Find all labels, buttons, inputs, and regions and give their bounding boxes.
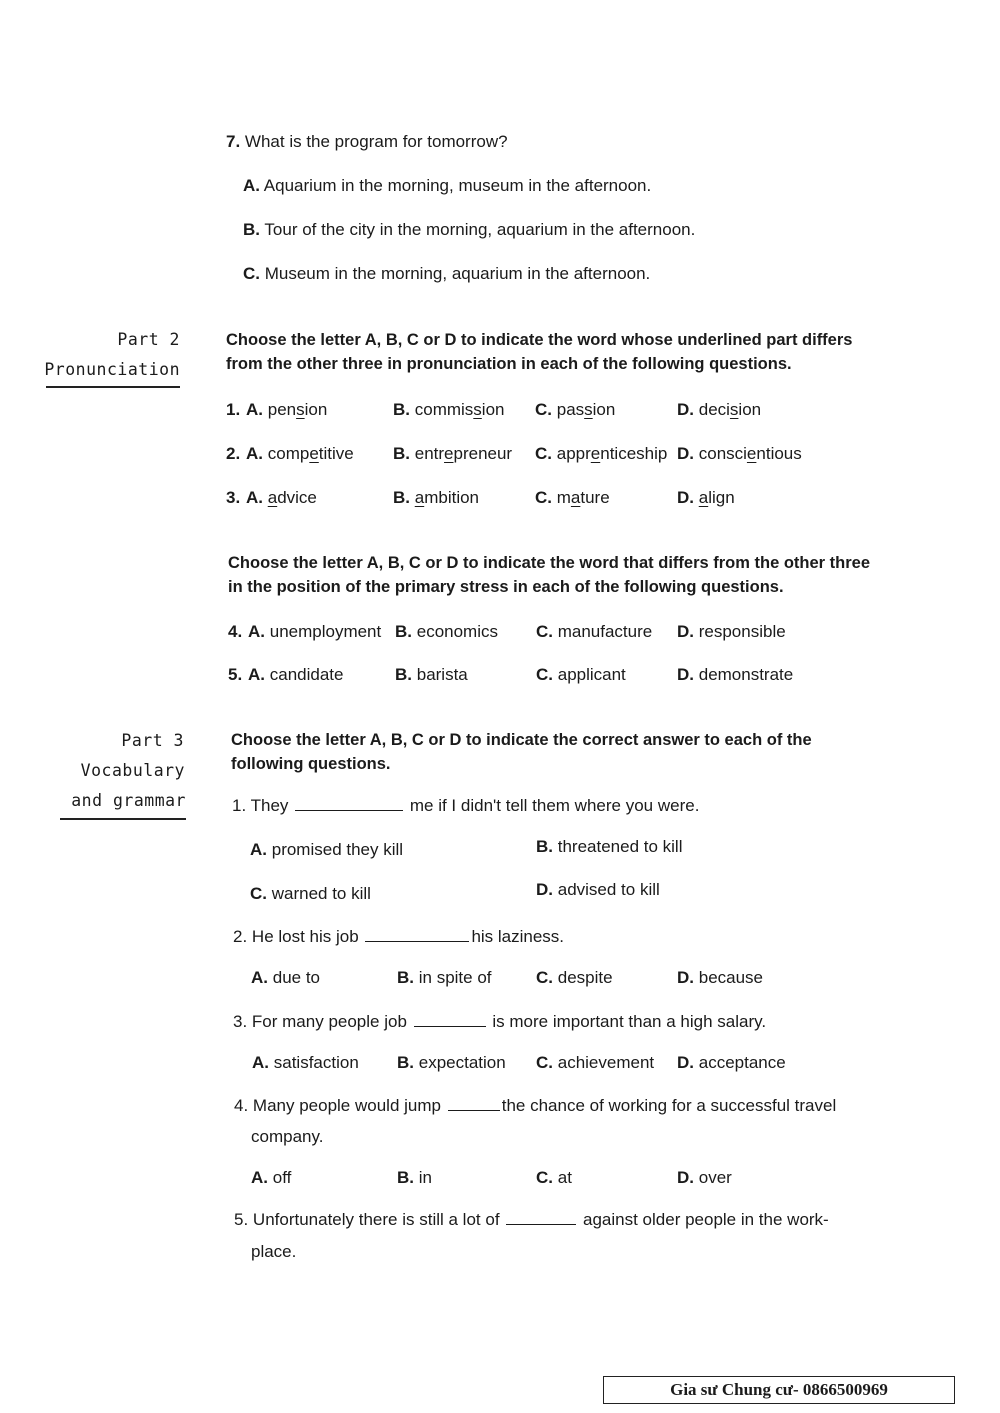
option-c[interactable]: C. at (536, 1168, 572, 1187)
part-3-divider (60, 818, 186, 820)
part-3-title-line-2: and grammar (71, 791, 186, 810)
part-2-instruction-1: Choose the letter A, B, C or D to indicate the word whose underlined part differs from the other three in pronunciation in each of the following questions. (226, 331, 853, 373)
option-text: Aquarium in the morning, museum in the afternoon. (263, 176, 652, 195)
option-c[interactable]: C. apprenticeship (535, 444, 668, 463)
option-c[interactable]: C. despite (536, 968, 613, 987)
option-c[interactable]: C. applicant (536, 665, 626, 684)
option-a[interactable]: A. off (251, 1168, 292, 1187)
vocab-question-4-stem-cont: company. (251, 1127, 324, 1146)
option-a[interactable]: A. advice (246, 488, 317, 507)
option-d[interactable]: D. conscientious (677, 444, 802, 463)
vocab-question-3-stem: 3. For many people job is more important than a high salary. (233, 1012, 767, 1031)
question-7-option-b[interactable] (243, 220, 695, 240)
vocab-question-1-option-c[interactable]: C. warned to kill (250, 884, 371, 903)
question-text: What is the program for tomorrow? (244, 132, 508, 151)
part-3-label: Part 3 (121, 731, 184, 750)
option-b[interactable]: B. entrepreneur (393, 444, 513, 463)
stress-question-4 (228, 622, 928, 646)
part-2-label: Part 2 (117, 330, 180, 349)
stress-question-5 (228, 665, 928, 689)
option-a[interactable]: A. unemployment (248, 622, 382, 641)
option-d[interactable]: D. decision (677, 400, 762, 419)
option-b[interactable]: B. in (397, 1168, 432, 1187)
vocab-question-2-stem: 2. He lost his job his laziness. (233, 927, 565, 946)
part-3-instruction: Choose the letter A, B, C or D to indicate the correct answer to each of the following questions. (231, 731, 812, 773)
option-b[interactable]: B. in spite of (397, 968, 492, 987)
vocab-question-1-stem: 1. They me if I didn't tell them where you were. (232, 796, 700, 815)
vocab-question-1-option-b[interactable]: B. threatened to kill (536, 837, 683, 856)
question-7-stem (226, 132, 508, 152)
option-b[interactable]: B. expectation (397, 1053, 506, 1072)
vocab-question-4-options (251, 1168, 931, 1192)
question-number: 2. (226, 444, 241, 463)
question-number: 7. (226, 132, 241, 151)
option-d[interactable]: D. over (677, 1168, 732, 1187)
vocab-question-1-option-d[interactable]: D. advised to kill (536, 880, 660, 899)
question-number: 5. (228, 665, 243, 684)
question-7-option-c[interactable] (243, 264, 650, 284)
answer-blank[interactable] (365, 927, 469, 942)
option-c[interactable]: C. manufacture (536, 622, 653, 641)
option-c[interactable]: C. passion (535, 400, 616, 419)
question-number: 4. (228, 622, 243, 641)
option-a[interactable]: A. pension (246, 400, 328, 419)
vocab-question-3-options (252, 1053, 932, 1077)
option-c[interactable]: C. mature (535, 488, 610, 507)
question-number: 3. (226, 488, 241, 507)
option-letter: B. (243, 220, 260, 239)
option-b[interactable]: B. barista (395, 665, 468, 684)
vocab-question-2-options (251, 968, 931, 992)
option-d[interactable]: D. align (677, 488, 735, 507)
option-text: Museum in the morning, aquarium in the afternoon. (264, 264, 651, 283)
option-letter: A. (243, 176, 260, 195)
pron-question-2 (226, 444, 926, 468)
option-d[interactable]: D. because (677, 968, 764, 987)
option-a[interactable]: A. competitive (246, 444, 354, 463)
part-3-title-line-1: Vocabulary (80, 761, 185, 780)
vocab-question-5-stem-cont: place. (251, 1242, 297, 1261)
part-2-title: Pronunciation (44, 360, 180, 379)
answer-blank[interactable] (448, 1096, 500, 1111)
part-2-divider (46, 386, 180, 388)
footer-contact-box: Gia sư Chung cư- 0866500969 (603, 1376, 955, 1404)
option-b[interactable]: B. commission (393, 400, 505, 419)
option-a[interactable]: A. candidate (248, 665, 344, 684)
answer-blank[interactable] (506, 1210, 576, 1225)
question-7-option-a[interactable] (243, 176, 651, 196)
question-number: 1. (226, 400, 241, 419)
option-letter: C. (243, 264, 260, 283)
vocab-question-5-stem: 5. Unfortunately there is still a lot of against older people in the work- (234, 1210, 829, 1229)
pron-question-3 (226, 488, 926, 512)
option-d[interactable]: D. demonstrate (677, 665, 794, 684)
option-d[interactable]: D. responsible (677, 622, 786, 641)
option-c[interactable]: C. achievement (536, 1053, 655, 1072)
pron-question-1 (226, 400, 926, 424)
option-text: Tour of the city in the morning, aquarium in the afternoon. (264, 220, 696, 239)
option-b[interactable]: B. ambition (393, 488, 480, 507)
option-d[interactable]: D. acceptance (677, 1053, 786, 1072)
part-2-instruction-2: Choose the letter A, B, C or D to indicate the word that differs from the other three in the position of the primary stress in each of the following questions. (228, 554, 871, 596)
option-a[interactable]: A. due to (251, 968, 320, 987)
vocab-question-4-stem: 4. Many people would jump the chance of working for a successful travel (234, 1096, 837, 1115)
answer-blank[interactable] (295, 796, 403, 811)
vocab-question-1-option-a[interactable]: A. promised they kill (250, 840, 404, 859)
option-b[interactable]: B. economics (395, 622, 498, 641)
option-a[interactable]: A. satisfaction (252, 1053, 359, 1072)
answer-blank[interactable] (414, 1012, 486, 1027)
